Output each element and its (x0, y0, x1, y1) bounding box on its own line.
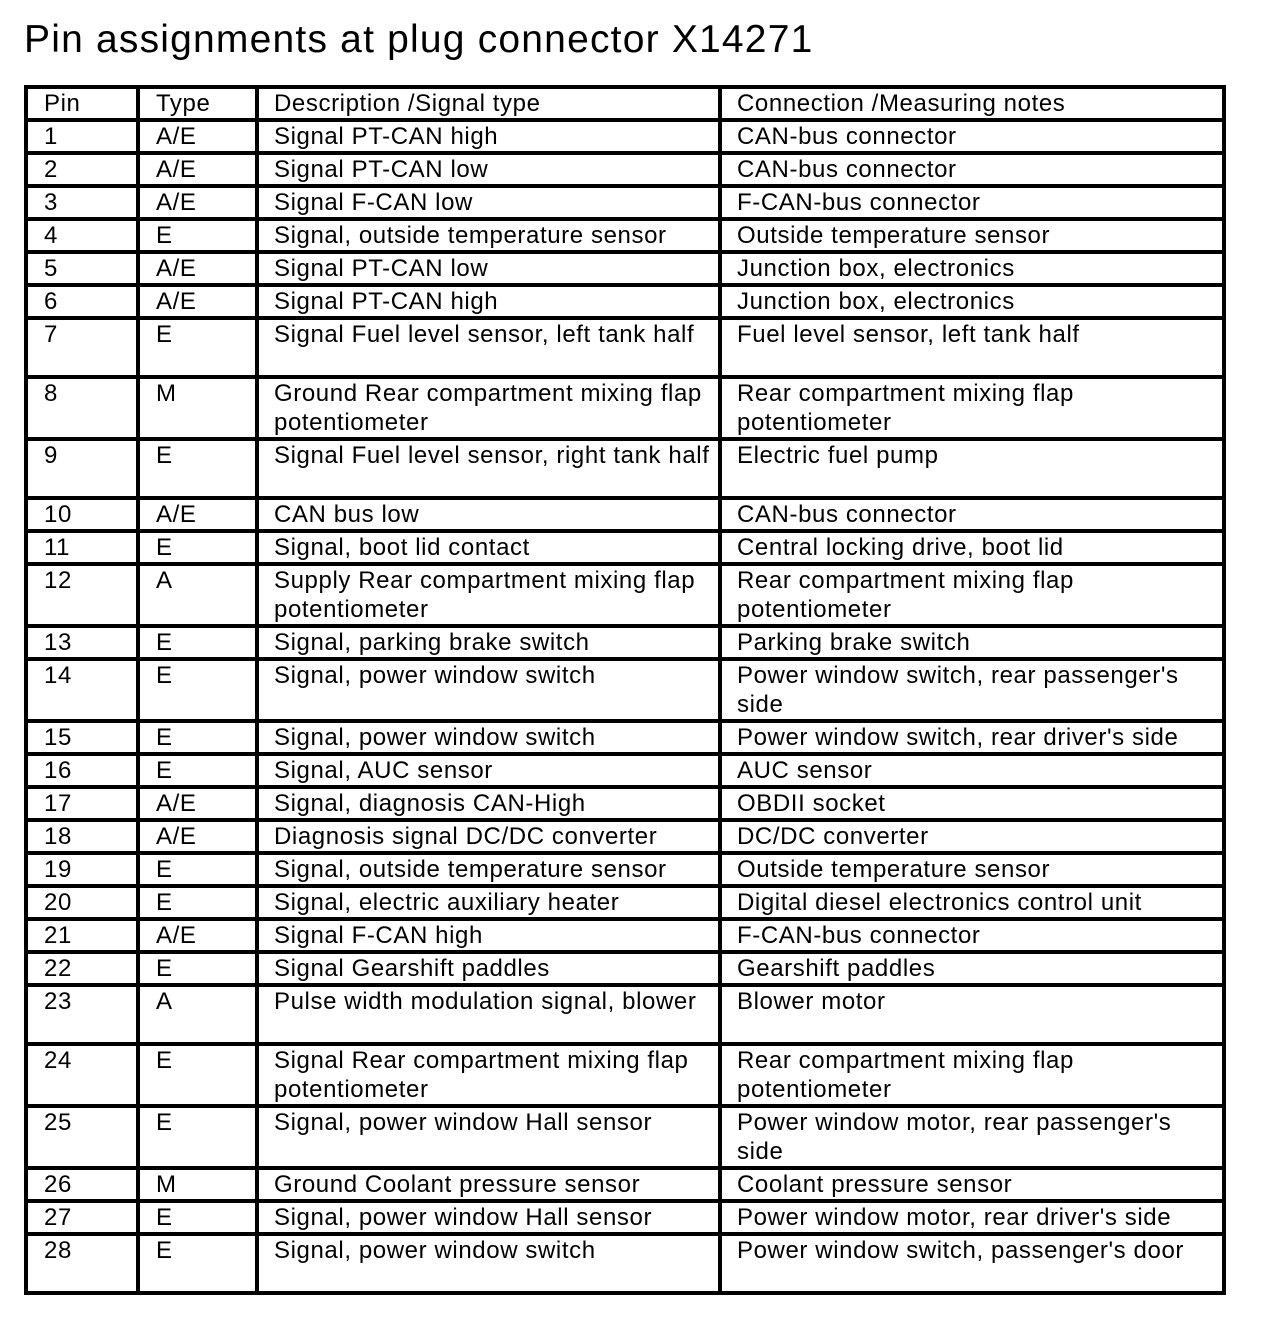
description-cell: Signal Rear compartment mixing flap potentiometer (257, 1044, 720, 1106)
description-cell: Signal, boot lid contact (257, 531, 720, 564)
pin-table-body (26, 87, 1224, 1293)
connection-cell: DC/DC converter (720, 820, 1224, 853)
description-cell: CAN bus low (257, 498, 720, 531)
connection-cell: Blower motor (720, 985, 1224, 1044)
connection-cell: Parking brake switch (720, 626, 1224, 659)
type-cell: A/E (138, 498, 257, 531)
type-cell: E (138, 952, 257, 985)
description-cell: Signal, electric auxiliary heater (257, 886, 720, 919)
description-cell: Supply Rear compartment mixing flap potentiometer (257, 564, 720, 626)
type-cell: M (138, 1168, 257, 1201)
description-cell: Ground Coolant pressure sensor (257, 1168, 720, 1201)
pin-cell: 17 (26, 787, 138, 820)
pin-cell: 20 (26, 886, 138, 919)
pin-cell: 21 (26, 919, 138, 952)
table-row (26, 1044, 1224, 1106)
type-cell: E (138, 1044, 257, 1106)
description-cell: Signal, power window switch (257, 659, 720, 721)
pin-cell: 13 (26, 626, 138, 659)
header-description: Description /Signal type (257, 87, 720, 120)
type-cell: E (138, 531, 257, 564)
type-cell: E (138, 439, 257, 498)
connection-cell: Electric fuel pump (720, 439, 1224, 498)
description-cell: Signal Gearshift paddles (257, 952, 720, 985)
connection-cell: Fuel level sensor, left tank half (720, 318, 1224, 377)
type-cell: E (138, 721, 257, 754)
connection-cell: Coolant pressure sensor (720, 1168, 1224, 1201)
type-cell: E (138, 1201, 257, 1234)
pin-cell: 22 (26, 952, 138, 985)
description-cell: Signal, diagnosis CAN-High (257, 787, 720, 820)
type-cell: A/E (138, 252, 257, 285)
table-row (26, 721, 1224, 754)
type-cell: A (138, 564, 257, 626)
table-row (26, 531, 1224, 564)
type-cell: E (138, 754, 257, 787)
type-cell: E (138, 886, 257, 919)
table-row (26, 252, 1224, 285)
description-cell: Signal, outside temperature sensor (257, 219, 720, 252)
table-row (26, 626, 1224, 659)
description-cell: Signal, parking brake switch (257, 626, 720, 659)
description-cell: Signal, power window Hall sensor (257, 1201, 720, 1234)
description-cell: Pulse width modulation signal, blower (257, 985, 720, 1044)
header-pin: Pin (26, 87, 138, 120)
type-cell: A/E (138, 919, 257, 952)
description-cell: Signal PT-CAN low (257, 153, 720, 186)
pin-cell: 16 (26, 754, 138, 787)
table-row (26, 985, 1224, 1044)
description-cell: Signal, power window switch (257, 721, 720, 754)
connection-cell: Rear compartment mixing flap potentiometer (720, 1044, 1224, 1106)
type-cell: A/E (138, 153, 257, 186)
connection-cell: OBDII socket (720, 787, 1224, 820)
table-row (26, 659, 1224, 721)
table-row (26, 1168, 1224, 1201)
connection-cell: CAN-bus connector (720, 153, 1224, 186)
type-cell: E (138, 318, 257, 377)
connection-cell: F-CAN-bus connector (720, 186, 1224, 219)
header-type: Type (138, 87, 257, 120)
table-row (26, 318, 1224, 377)
connection-cell: CAN-bus connector (720, 120, 1224, 153)
type-cell: M (138, 377, 257, 439)
pin-cell: 7 (26, 318, 138, 377)
pin-cell: 10 (26, 498, 138, 531)
table-row (26, 153, 1224, 186)
pin-cell: 25 (26, 1106, 138, 1168)
table-row (26, 1106, 1224, 1168)
description-cell: Signal PT-CAN high (257, 285, 720, 318)
page-title: Pin assignments at plug connector X14271 (24, 18, 814, 61)
pin-cell: 15 (26, 721, 138, 754)
connection-cell: Digital diesel electronics control unit (720, 886, 1224, 919)
description-cell: Signal, power window switch (257, 1234, 720, 1293)
type-cell: E (138, 853, 257, 886)
table-row (26, 886, 1224, 919)
connection-cell: Power window switch, rear passenger's side (720, 659, 1224, 721)
pin-cell: 3 (26, 186, 138, 219)
table-row (26, 853, 1224, 886)
header-connection: Connection /Measuring notes (720, 87, 1224, 120)
description-cell: Signal Fuel level sensor, left tank half (257, 318, 720, 377)
type-cell: E (138, 659, 257, 721)
table-row (26, 919, 1224, 952)
table-row (26, 820, 1224, 853)
connection-cell: CAN-bus connector (720, 498, 1224, 531)
description-cell: Signal, outside temperature sensor (257, 853, 720, 886)
pin-cell: 11 (26, 531, 138, 564)
connection-cell: Power window motor, rear passenger's side (720, 1106, 1224, 1168)
type-cell: A/E (138, 186, 257, 219)
description-cell: Signal Fuel level sensor, right tank half (257, 439, 720, 498)
pin-cell: 8 (26, 377, 138, 439)
connection-cell: Gearshift paddles (720, 952, 1224, 985)
pin-cell: 24 (26, 1044, 138, 1106)
table-row (26, 1234, 1224, 1293)
description-cell: Signal PT-CAN low (257, 252, 720, 285)
description-cell: Diagnosis signal DC/DC converter (257, 820, 720, 853)
pin-cell: 23 (26, 985, 138, 1044)
table-row (26, 1201, 1224, 1234)
pin-cell: 28 (26, 1234, 138, 1293)
type-cell: A/E (138, 787, 257, 820)
table-header-row (26, 87, 1224, 120)
pin-cell: 27 (26, 1201, 138, 1234)
table-row (26, 498, 1224, 531)
connection-cell: F-CAN-bus connector (720, 919, 1224, 952)
description-cell: Signal PT-CAN high (257, 120, 720, 153)
pin-cell: 18 (26, 820, 138, 853)
type-cell: A/E (138, 285, 257, 318)
pin-cell: 4 (26, 219, 138, 252)
type-cell: E (138, 1234, 257, 1293)
table-row (26, 564, 1224, 626)
pin-cell: 19 (26, 853, 138, 886)
connection-cell: AUC sensor (720, 754, 1224, 787)
connection-cell: Outside temperature sensor (720, 853, 1224, 886)
connection-cell: Junction box, electronics (720, 252, 1224, 285)
connection-cell: Rear compartment mixing flap potentiometer (720, 377, 1224, 439)
pin-assignment-table (24, 85, 1226, 1295)
pin-cell: 6 (26, 285, 138, 318)
description-cell: Signal F-CAN low (257, 186, 720, 219)
type-cell: A/E (138, 820, 257, 853)
description-cell: Signal, AUC sensor (257, 754, 720, 787)
table-row (26, 285, 1224, 318)
connection-cell: Rear compartment mixing flap potentiometer (720, 564, 1224, 626)
type-cell: A/E (138, 120, 257, 153)
table-row (26, 377, 1224, 439)
table-row (26, 952, 1224, 985)
table-row (26, 186, 1224, 219)
pin-cell: 5 (26, 252, 138, 285)
description-cell: Signal F-CAN high (257, 919, 720, 952)
pin-cell: 2 (26, 153, 138, 186)
type-cell: E (138, 219, 257, 252)
pin-cell: 26 (26, 1168, 138, 1201)
table-row (26, 219, 1224, 252)
pin-cell: 14 (26, 659, 138, 721)
connection-cell: Power window switch, rear driver's side (720, 721, 1224, 754)
connection-cell: Junction box, electronics (720, 285, 1224, 318)
table-row (26, 120, 1224, 153)
connection-cell: Power window motor, rear driver's side (720, 1201, 1224, 1234)
description-cell: Ground Rear compartment mixing flap potentiometer (257, 377, 720, 439)
table-row (26, 787, 1224, 820)
connection-cell: Power window switch, passenger's door (720, 1234, 1224, 1293)
pin-cell: 12 (26, 564, 138, 626)
type-cell: E (138, 626, 257, 659)
connection-cell: Outside temperature sensor (720, 219, 1224, 252)
type-cell: A (138, 985, 257, 1044)
connection-cell: Central locking drive, boot lid (720, 531, 1224, 564)
pin-cell: 9 (26, 439, 138, 498)
description-cell: Signal, power window Hall sensor (257, 1106, 720, 1168)
type-cell: E (138, 1106, 257, 1168)
pin-cell: 1 (26, 120, 138, 153)
table-row (26, 754, 1224, 787)
table-row (26, 439, 1224, 498)
